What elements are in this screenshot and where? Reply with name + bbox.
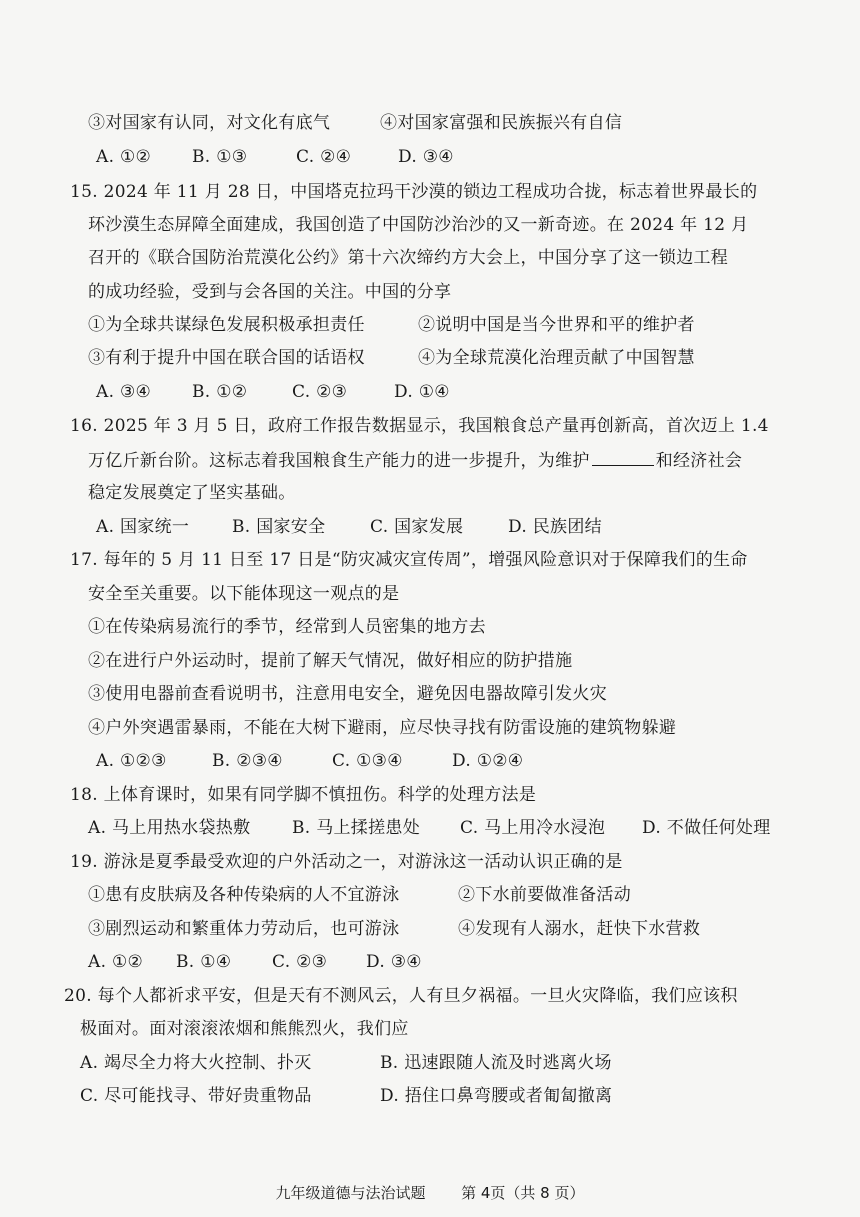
- q17-option-a[interactable]: A. ①②③: [96, 751, 167, 771]
- q14-option-d[interactable]: D. ③④: [398, 147, 454, 167]
- q16-option-d[interactable]: D. 民族团结: [508, 517, 602, 537]
- q19-option-d[interactable]: D. ③④: [366, 952, 422, 972]
- q15-option-b[interactable]: B. ①②: [192, 382, 248, 402]
- q16-option-a[interactable]: A. 国家统一: [96, 517, 190, 537]
- q17-statement-1: ①在传染病易流行的季节，经常到人员密集的地方去: [88, 617, 486, 637]
- q20-stem-line-1: 20. 每个人都祈求平安，但是天有不测风云，人有旦夕祸福。一旦火灾降临，我们应该积: [64, 986, 738, 1006]
- q20-option-c[interactable]: C. 尽可能找寻、带好贵重物品: [80, 1086, 312, 1106]
- q16-stem-line-2a: 万亿斤新台阶。这标志着我国粮食生产能力的进一步提升，为维护: [88, 451, 590, 471]
- footer-page-number: 第 4页（共 8 页）: [461, 1184, 585, 1202]
- q19-option-b[interactable]: B. ①④: [176, 952, 232, 972]
- q20-option-b[interactable]: B. 迅速跟随人流及时逃离火场: [380, 1053, 612, 1073]
- q14-statement-3: ③对国家有认同，对文化有底气: [88, 113, 331, 133]
- q17-option-b[interactable]: B. ②③④: [212, 751, 283, 771]
- q19-statement-3: ③剧烈运动和繁重体力劳动后，也可游泳: [88, 919, 400, 939]
- q15-statement-4: ④为全球荒漠化治理贡献了中国智慧: [418, 348, 695, 368]
- q17-statement-3: ③使用电器前查看说明书，注意用电安全，避免因电器故障引发火灾: [88, 684, 607, 704]
- q19-statement-1: ①患有皮肤病及各种传染病的人不宜游泳: [88, 885, 400, 905]
- q14-option-a[interactable]: A. ①②: [96, 147, 152, 167]
- q15-option-d[interactable]: D. ①④: [394, 382, 450, 402]
- q17-stem-line-2: 安全至关重要。以下能体现这一观点的是: [88, 584, 400, 604]
- q19-option-a[interactable]: A. ①②: [88, 952, 144, 972]
- q19-stem: 19. 游泳是夏季最受欢迎的户外活动之一，对游泳这一活动认识正确的是: [70, 852, 623, 872]
- q17-option-d[interactable]: D. ①②④: [452, 751, 524, 771]
- q15-statement-2: ②说明中国是当今世界和平的维护者: [418, 315, 695, 335]
- q15-stem-line-4: 的成功经验，受到与会各国的关注。中国的分享: [88, 282, 452, 302]
- q19-statement-2: ②下水前要做准备活动: [458, 885, 631, 905]
- q15-statement-3: ③有利于提升中国在联合国的话语权: [88, 348, 365, 368]
- q19-option-c[interactable]: C. ②③: [272, 952, 328, 972]
- q19-statement-4: ④发现有人溺水，赶快下水营救: [458, 919, 701, 939]
- q15-statement-1: ①为全球共谋绿色发展积极承担责任: [88, 315, 365, 335]
- q18-stem: 18. 上体育课时，如果有同学脚不慎扭伤。科学的处理方法是: [70, 785, 537, 805]
- q16-answer-blank: [592, 449, 654, 466]
- q16-stem-line-3: 稳定发展奠定了坚实基础。: [88, 483, 296, 503]
- q16-stem-line-1: 16. 2025 年 3 月 5 日，政府工作报告数据显示，我国粮食总产量再创新高，首次迈上 1.4: [70, 416, 769, 436]
- q18-option-c[interactable]: C. 马上用冷水浸泡: [460, 818, 606, 838]
- q17-statement-2: ②在进行户外运动时，提前了解天气情况，做好相应的防护措施: [88, 651, 573, 671]
- q17-option-c[interactable]: C. ①③④: [332, 751, 403, 771]
- q20-option-d[interactable]: D. 捂住口鼻弯腰或者匍匐撤离: [380, 1086, 613, 1106]
- q15-option-c[interactable]: C. ②③: [292, 382, 348, 402]
- q16-option-b[interactable]: B. 国家安全: [232, 517, 326, 537]
- q18-option-a[interactable]: A. 马上用热水袋热敷: [88, 818, 251, 838]
- q16-option-c[interactable]: C. 国家发展: [370, 517, 464, 537]
- q15-stem-line-3: 召开的《联合国防治荒漠化公约》第十六次缔约方大会上，中国分享了这一锁边工程: [88, 248, 729, 268]
- q16-stem-line-2: [88, 449, 742, 472]
- q15-stem-line-1: 15. 2024 年 11 月 28 日，中国塔克拉玛干沙漠的锁边工程成功合拢，标志着世界最长的: [70, 182, 758, 202]
- footer-subject: 九年级道德与法治试题: [275, 1184, 426, 1202]
- q17-statement-4: ④户外突遇雷暴雨，不能在大树下避雨，应尽快寻找有防雷设施的建筑物躲避: [88, 718, 677, 738]
- q20-option-a[interactable]: A. 竭尽全力将大火控制、扑灭: [80, 1053, 312, 1073]
- q17-stem-line-1: 17. 每年的 5 月 11 日至 17 日是“防灾减灾宣传周”，增强风险意识对于保障我们的生命: [70, 550, 748, 570]
- q15-option-a[interactable]: A. ③④: [96, 382, 152, 402]
- q20-stem-line-2: 极面对。面对滚滚浓烟和熊熊烈火，我们应: [80, 1019, 409, 1039]
- q14-statement-4: ④对国家富强和民族振兴有自信: [380, 113, 623, 133]
- q18-option-b[interactable]: B. 马上揉搓患处: [292, 818, 420, 838]
- q14-option-b[interactable]: B. ①③: [192, 147, 248, 167]
- q14-option-c[interactable]: C. ②④: [296, 147, 352, 167]
- q18-option-d[interactable]: D. 不做任何处理: [642, 818, 771, 838]
- q16-stem-line-2b: 和经济社会: [655, 451, 743, 471]
- page-footer: [0, 1183, 860, 1203]
- q15-stem-line-2: 环沙漠生态屏障全面建成，我国创造了中国防沙治沙的又一新奇迹。在 2024 年 12 月: [88, 215, 749, 235]
